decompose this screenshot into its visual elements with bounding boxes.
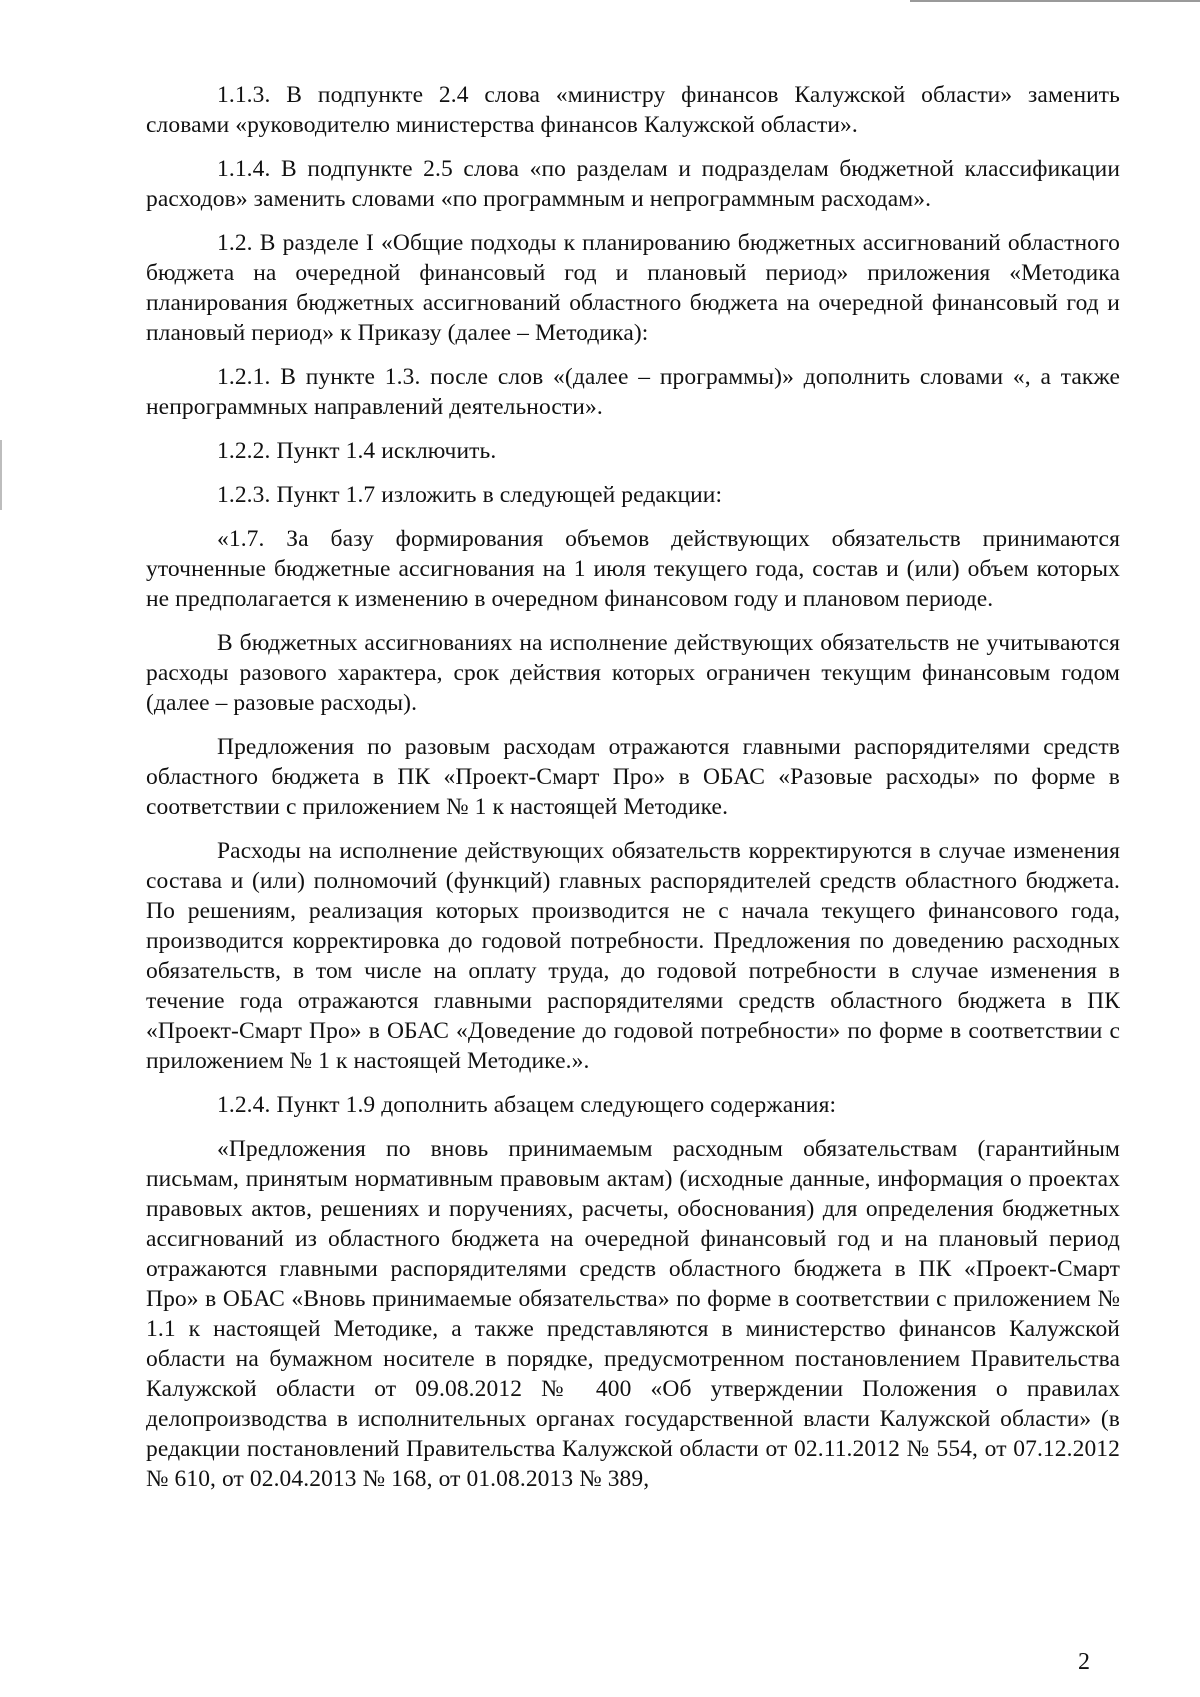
paragraph-1-2-2: 1.2.2. Пункт 1.4 исключить. xyxy=(217,438,497,464)
paragraph-1-7-quote: «1.7. За базу формирования объемов действующих обязательств принимаются уточненные бюджетные ассигнования на 1 июля текущего года, состав и (или) объем которых не предполагается к изменению в очередном финансовом году и плановом периоде. xyxy=(146,526,1120,612)
paragraph-1-1-4: 1.1.4. В подпункте 2.5 слова «по разделам и подразделам бюджетной классификации расходов» заменить словами «по программным и непрограммным расходам». xyxy=(146,156,1120,212)
paragraph-new-obligations: «Предложения по вновь принимаемым расходным обязательствам (гарантийным письмам, принятым нормативным правовым актам) (исходные данные, информация о проектах правовых актов, решениях и поручениях, расчеты, обоснования) для определения бюджетных ассигнований из областного бюджета на очередной финансовый год и на плановый период отражаются главными распорядителями средств областного бюджета в ПК «Проект-Смарт Про» в ОБАС «Вновь принимаемые обязательства» по форме в соответствии с приложением № 1.1 к настоящей Методике, а также представляются в министерство финансов Калужской области на бумажном носителе в порядке, предусмотренном постановлением Правительства Калужской области от 09.08.2012 № 400 «Об утверждении Положения о правилах делопроизводства в исполнительных органах государственной власти Калужской области» (в редакции постановлений Правительства Калужской области от 02.11.2012 № 554, от 07.12.2012 № 610, от 02.04.2013 № 168, от 01.08.2013 № 389, xyxy=(146,1136,1120,1492)
page-number: 2 xyxy=(1078,1649,1090,1675)
top-edge-rule xyxy=(910,0,1200,2)
paragraph-one-time-expenses: В бюджетных ассигнованиях на исполнение действующих обязательств не учитываются расходы разового характера, срок действия которых ограничен текущим финансовым годом (далее – разовые расходы). xyxy=(146,630,1120,716)
paragraph-one-time-proposals: Предложения по разовым расходам отражаются главными распорядителями средств областного бюджета в ПК «Проект-Смарт Про» в ОБАС «Разовые расходы» по форме в соответствии с приложением № 1 к настоящей Методике. xyxy=(146,734,1120,820)
scan-edge-mark xyxy=(0,440,2,510)
paragraph-1-2-4: 1.2.4. Пункт 1.9 дополнить абзацем следующего содержания: xyxy=(217,1092,837,1118)
paragraph-expense-adjustment: Расходы на исполнение действующих обязательств корректируются в случае изменения состава и (или) полномочий (функций) главных распорядителей средств областного бюджета. По решениям, реализация которых производится не с начала текущего финансового года, производится корректировка до годовой потребности. Предложения по доведению расходных обязательств, в том числе на оплату труда, до годовой потребности в случае изменения в течение года отражаются главными распорядителями средств областного бюджета в ПК «Проект-Смарт Про» в ОБАС «Доведение до годовой потребности» по форме в соответствии с приложением № 1 к настоящей Методике.». xyxy=(146,838,1120,1074)
paragraph-1-2-1: 1.2.1. В пункте 1.3. после слов «(далее – программы)» дополнить словами «, а также непрограммных направлений деятельности». xyxy=(146,364,1120,420)
paragraph-1-2-3: 1.2.3. Пункт 1.7 изложить в следующей редакции: xyxy=(217,482,723,508)
paragraph-1-2: 1.2. В разделе I «Общие подходы к планированию бюджетных ассигнований областного бюджета на очередной финансовый год и плановый период» приложения «Методика планирования бюджетных ассигнований областного бюджета на очередной финансовый год и плановый период» к Приказу (далее – Методика): xyxy=(146,230,1120,346)
document-text xyxy=(146,80,1120,1508)
paragraph-1-1-3: 1.1.3. В подпункте 2.4 слова «министру финансов Калужской области» заменить словами «руководителю министерства финансов Калужской области». xyxy=(146,82,1120,138)
